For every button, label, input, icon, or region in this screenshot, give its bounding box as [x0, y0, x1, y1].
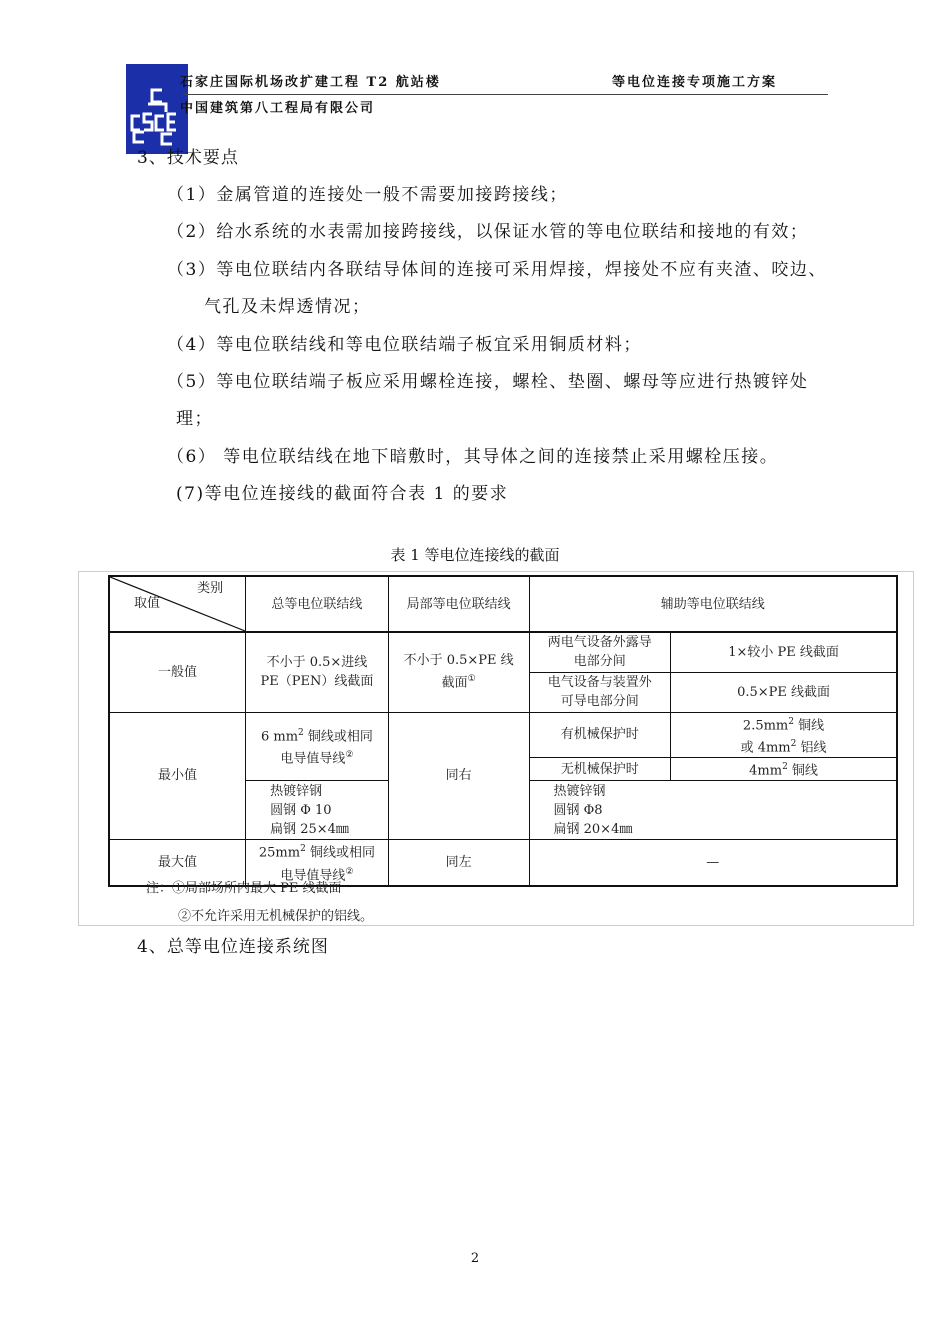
- tech-point-2: （2）给水系统的水表需加接跨接线，以保证水管的等电位联结和接地的有效；: [167, 222, 809, 242]
- table-row: [109, 632, 897, 672]
- tech-point-1: （1）金属管道的连接处一般不需要加接跨接线；: [167, 185, 568, 205]
- general-aux-cond1: [529, 632, 671, 672]
- page-number: 2: [470, 1251, 480, 1266]
- corner-value-label: 取值: [134, 596, 161, 611]
- section-4-title: 4、总等电位连接系统图: [137, 937, 329, 957]
- table-note-1: 注：①局部场所内最大 PE 线截面: [146, 881, 342, 896]
- tech-point-3-cont: 气孔及未焊透情况；: [204, 297, 371, 317]
- header-company: 中国建筑第八工程局有限公司: [180, 101, 376, 116]
- table-row: [109, 712, 897, 758]
- general-local-line1: 不小于 0.5×PE 线: [403, 653, 514, 668]
- general-local-line2: 截面①: [441, 674, 476, 691]
- max-total-line2: 电导值导线②: [280, 866, 354, 884]
- table-caption: 表 1 等电位连接线的截面: [390, 546, 560, 564]
- tech-point-7: (7)等电位连接线的截面符合表 1 的要求: [176, 484, 509, 504]
- equipotential-section-table: [108, 575, 898, 887]
- min-mech-label: 有机械保护时: [529, 712, 671, 758]
- section-3-title: 3、技术要点: [137, 148, 239, 168]
- tech-point-5: （5）等电位联结端子板应采用螺栓连接，螺栓、垫圈、螺母等应进行热镀锌处: [167, 372, 809, 392]
- general-aux-cond2-line2: 可导电部分间: [560, 694, 639, 709]
- min-local-cell: 同右: [388, 712, 529, 840]
- row-label-max: 最大值: [109, 840, 246, 886]
- max-local-cell: 同左: [388, 840, 529, 886]
- table-corner-cell: [109, 576, 246, 632]
- header-project-title: 石家庄国际机场改扩建工程 T2 航站楼: [180, 75, 441, 90]
- tech-point-4: （4）等电位联结线和等电位联结端子板宜采用铜质材料；: [167, 335, 642, 355]
- col-header-local: 局部等电位联结线: [388, 576, 529, 632]
- min-mech-value-line2: 或 $4mm^2$ 铝线: [740, 738, 827, 756]
- general-total-line2: PE（PEN）线截面: [260, 674, 374, 690]
- min-total-steel-line3: 扁钢 25×4㎜: [270, 821, 349, 837]
- general-aux-cond2-line1: 电气设备与装置外: [547, 675, 652, 690]
- tech-point-6: （6） 等电位联结线在地下暗敷时，其导体之间的连接禁止采用螺栓压接。: [167, 447, 779, 467]
- tech-point-3: （3）等电位联结内各联结导体间的连接可采用焊接，焊接处不应有夹渣、咬边、: [167, 260, 827, 280]
- header-divider: [183, 94, 828, 95]
- min-total-steel-line2: 圆钢 Φ 10: [270, 802, 332, 818]
- min-aux-steel-line3: 扁钢 20×4㎜: [553, 821, 633, 837]
- min-nomech-label: 无机械保护时: [529, 758, 671, 781]
- col-header-total: 总等电位联结线: [246, 576, 389, 632]
- min-mech-value: [671, 712, 897, 758]
- min-total-steel-line1: 热镀锌钢: [270, 783, 323, 799]
- general-aux-cond1-line1: 两电气设备外露导: [547, 635, 652, 651]
- tech-point-5-cont: 理；: [176, 409, 213, 429]
- min-aux-steel-line2: 圆钢 Φ8: [553, 802, 603, 818]
- general-aux-value1: 1×较小 PE 线截面: [671, 632, 897, 672]
- min-total-copper: [246, 712, 389, 781]
- general-aux-cond1-line2: 电部分间: [573, 654, 626, 670]
- header-plan-title: 等电位连接专项施工方案: [612, 75, 778, 90]
- cscec-logo-icon: [126, 64, 188, 154]
- min-mech-value-line1: $2.5mm^2$ 铜线: [742, 716, 825, 733]
- min-total-copper-line2: 电导值导线②: [280, 750, 354, 767]
- min-total-copper-line1: 6 $mm^2$ 铜线或相同: [260, 728, 373, 745]
- min-aux-steel: [529, 781, 897, 840]
- table-header-row: [109, 576, 897, 632]
- min-nomech-value: $4mm^2$ 铜线: [671, 758, 897, 781]
- max-total-line1: $25mm^2$ 铜线或相同: [258, 844, 375, 861]
- general-aux-value2: 0.5×PE 线截面: [671, 672, 897, 712]
- max-aux-cell: —: [529, 840, 897, 886]
- min-total-steel: [246, 781, 389, 840]
- company-logo: [126, 64, 188, 154]
- row-label-general: 一般值: [109, 632, 246, 712]
- row-label-min: 最小值: [109, 712, 246, 840]
- general-total-cell: [246, 632, 389, 712]
- corner-category-label: 类别: [197, 581, 224, 596]
- general-aux-cond2: [529, 672, 671, 712]
- general-local-cell: [388, 632, 529, 712]
- table-note-2: ②不允许采用无机械保护的铝线。: [178, 909, 374, 924]
- col-header-aux: 辅助等电位联结线: [529, 576, 897, 632]
- min-aux-steel-line1: 热镀锌钢: [553, 783, 606, 799]
- general-total-line1: 不小于 0.5×进线: [266, 655, 368, 671]
